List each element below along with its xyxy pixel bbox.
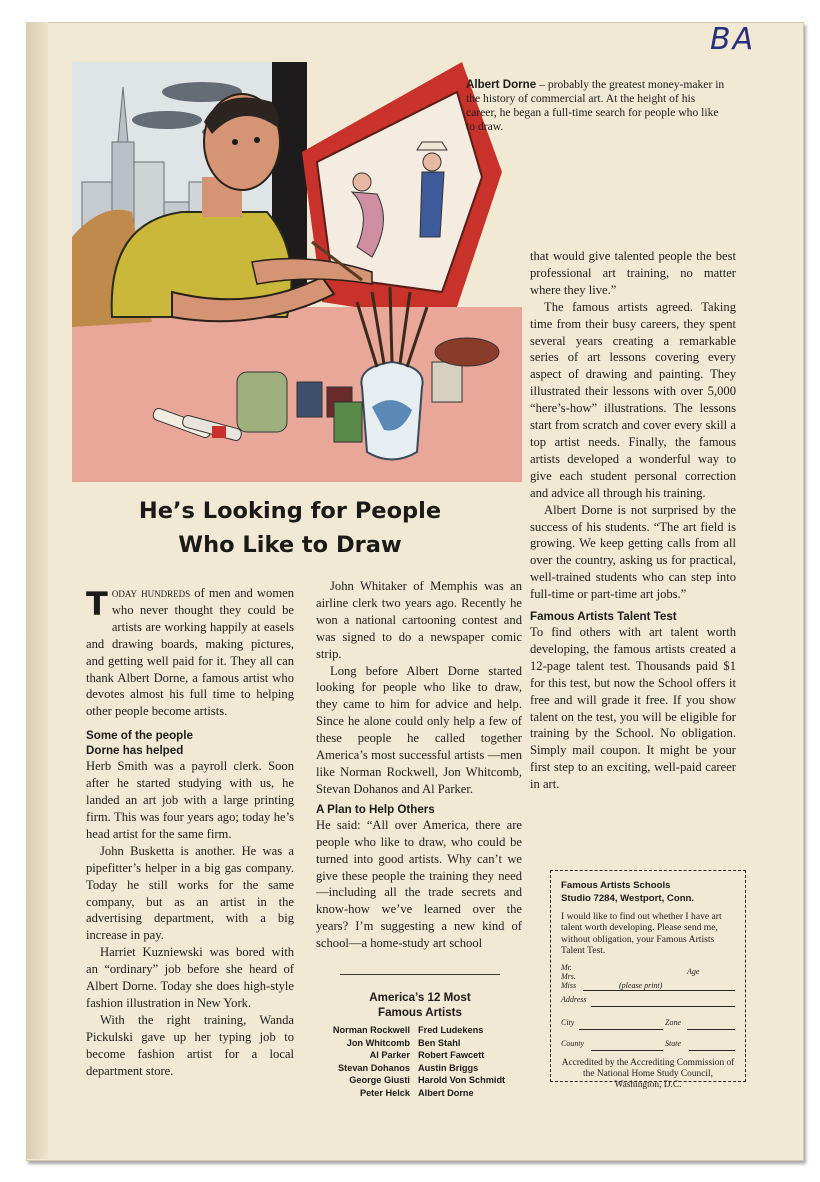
illustration-caption [466,78,726,134]
famous-artists-title-line-1: America’s 12 Most [369,991,471,1004]
name-line[interactable] [583,990,735,991]
label-please-print: (please print) [619,980,663,990]
artist-row [300,1074,540,1087]
artist-name: Jon Whitcomb [346,1037,410,1048]
label-city: City [561,1017,575,1027]
paragraph-continued: that would give talented people the best professional art training, no matter where they live.” [530,249,736,297]
column-2 [316,578,522,952]
label-address: Address [561,994,587,1004]
intro-rest: of men and women who never thought they could be artists are working happily at easels and drawing boards, making pictures, and getting well paid for it. They all can thank Albert Dorne, a famous artist who devotes almost his full time to helping other people become artists. [86,586,294,719]
intro-lead: oday hundreds [111,586,191,600]
artist-name: Albert Dorne [418,1087,474,1098]
artist-name: Austin Briggs [418,1062,479,1073]
artist-name: Norman Rockwell [332,1025,410,1035]
paragraph-not-surprised: Albert Dorne is not surprised by the success of his students. “The art field is growing. We keep getting calls from all over the country, asking us for practical, well-trained students who can step into full-time or part-time art jobs.” [530,502,736,602]
paragraph-famous-artists-agreed: The famous artists agreed. Taking time from their busy careers, they spent several years creating a remarkable series of art lessons covering every aspect of drawing and painting. They illustrated their lessons with over 5,000 “here’s-how” illustrations. The lessons start from scratch and cover every skill a top artist needs. Finally, the famous artists developed a wonderful way to give each student personal correction and advice all through his training. [530,299,736,500]
column-1 [86,585,294,1079]
label-mrs: Mrs. [561,971,576,981]
section-heading-people-line-2: Dorne has helped [86,744,184,758]
label-age: Age [687,966,700,976]
paragraph-john-busketta: John Busketta is another. He was a pipefitter’s helper in a big gas company. Today he still works for the same company, but as an artist in the advertising department, with a big increase in pay. [86,843,294,943]
caption-name: Albert Dorne [466,78,537,91]
paragraph-john-whitaker: John Whitaker of Memphis was an airline clerk two years ago. Recently he won a national cartooning contest and was signed to do a newspaper comic strip. [316,579,522,661]
section-heading-plan: A Plan to Help Others [316,802,435,816]
county-line[interactable] [591,1050,663,1051]
address-line[interactable] [591,1006,735,1007]
artist-name: Fred Ludekens [418,1025,484,1035]
headline [90,494,490,562]
paragraph-he-said: He said: “All over America, there are people who like to draw, who could be turned into good artists. Why can’t we give these people the training they need—including all the trade secrets and know-how we’ve learned over the years? I’m suggesting a new kind of school—a home-study art school [316,817,522,951]
famous-artists-list [300,1024,540,1100]
state-line[interactable] [689,1050,735,1051]
city-zone-field[interactable] [561,1018,735,1033]
zone-line[interactable] [687,1029,735,1030]
divider-rule [340,974,500,975]
drop-cap: T [86,585,108,623]
albert-dorne-illustration [72,62,522,482]
paragraph-harriet-kuzniewski: Harriet Kuzniewski was bored with an “ordinary” job before she heard of Albert Dorne. Today she does high-style fashion illustration in New York. [86,945,294,1010]
paragraph-wanda-pickulski: With the right training, Wanda Pickulski gave up her typing job to become fashion artist for a local department store. [86,1012,294,1078]
label-zone: Zone [665,1017,681,1027]
section-heading-talent-test: Famous Artists Talent Test [530,610,677,624]
artist-name: Robert Fawcett [418,1050,485,1061]
artist-name: Peter Helck [359,1087,410,1098]
artist-name: Stevan Dohanos [338,1062,410,1073]
intro-paragraph [86,585,294,720]
artist-name: Al Parker [369,1050,410,1061]
artist-row [300,1087,540,1100]
label-county: County [561,1038,585,1048]
paragraph-talent-test: To find others with art talent worth developing, the famous artists created a 12-page talent test. Thousands paid $1 for this test, but now the School offers it free and will grade it free. If you show talent on the test, you will be eligible for training by the School. No obligation. Simply mail coupon. It might be your first step to an exciting, well-paid career in art. [530,625,736,792]
section-heading-people-line-1: Some of the people [86,729,193,743]
artist-row [300,1024,540,1037]
label-mr: Mr. [561,962,572,972]
handwritten-corner-mark: BA [710,22,756,57]
famous-artists-title-line-2: Famous Artists [378,1006,462,1019]
caption-text: – probably the greatest money-maker in the history of commercial art. At the height of his career, he began a full-time search for people who like to draw. [466,78,725,133]
paragraph-long-before: Long before Albert Dorne started looking for people who like to draw, they came to him for advice and help. Since he alone could only help a few of these people he called together America’s most successful artists —men like Norman Rockwell, Jon Whitcomb, Stevan Dohanos and Al Parker. [316,663,522,796]
paragraph-herb-smith: Herb Smith was a payroll clerk. Soon after he started studying with us, he landed an art job with a large printing firm. This was four years ago; today he’s head artist for the same firm. [86,759,294,841]
artist-row [300,1049,540,1062]
artist-name: Ben Stahl [418,1037,461,1048]
artist-row [300,1037,540,1050]
coupon-body: I would like to find out whether I have art talent worth developing. Please send me, without obligation, your Famous Artists Talent Test. [561,911,722,957]
county-state-field[interactable] [561,1039,735,1054]
city-line[interactable] [579,1029,663,1030]
artist-row [300,1062,540,1075]
artist-name: Harold Von Schmidt [418,1075,506,1086]
coupon-title-line-1: Famous Artists Schools [561,880,671,891]
label-miss: Miss [561,980,577,990]
accreditation-note: Accredited by the Accrediting Commission of the National Home Study Council, Washington, D.C. [561,1057,735,1090]
coupon-title-line-2: Studio 7284, Westport, Conn. [561,893,695,904]
artist-name: George Giusti [349,1075,410,1086]
mail-coupon[interactable] [550,870,746,1090]
headline-line-1: He’s Looking for People [138,498,442,524]
address-field[interactable] [561,995,735,1010]
label-state: State [665,1038,681,1048]
page-spine-edge [26,22,48,1159]
name-age-field[interactable] [561,963,735,993]
famous-artists-title [330,990,510,1020]
column-3 [530,248,736,793]
headline-line-2: Who Like to Draw [178,532,402,558]
